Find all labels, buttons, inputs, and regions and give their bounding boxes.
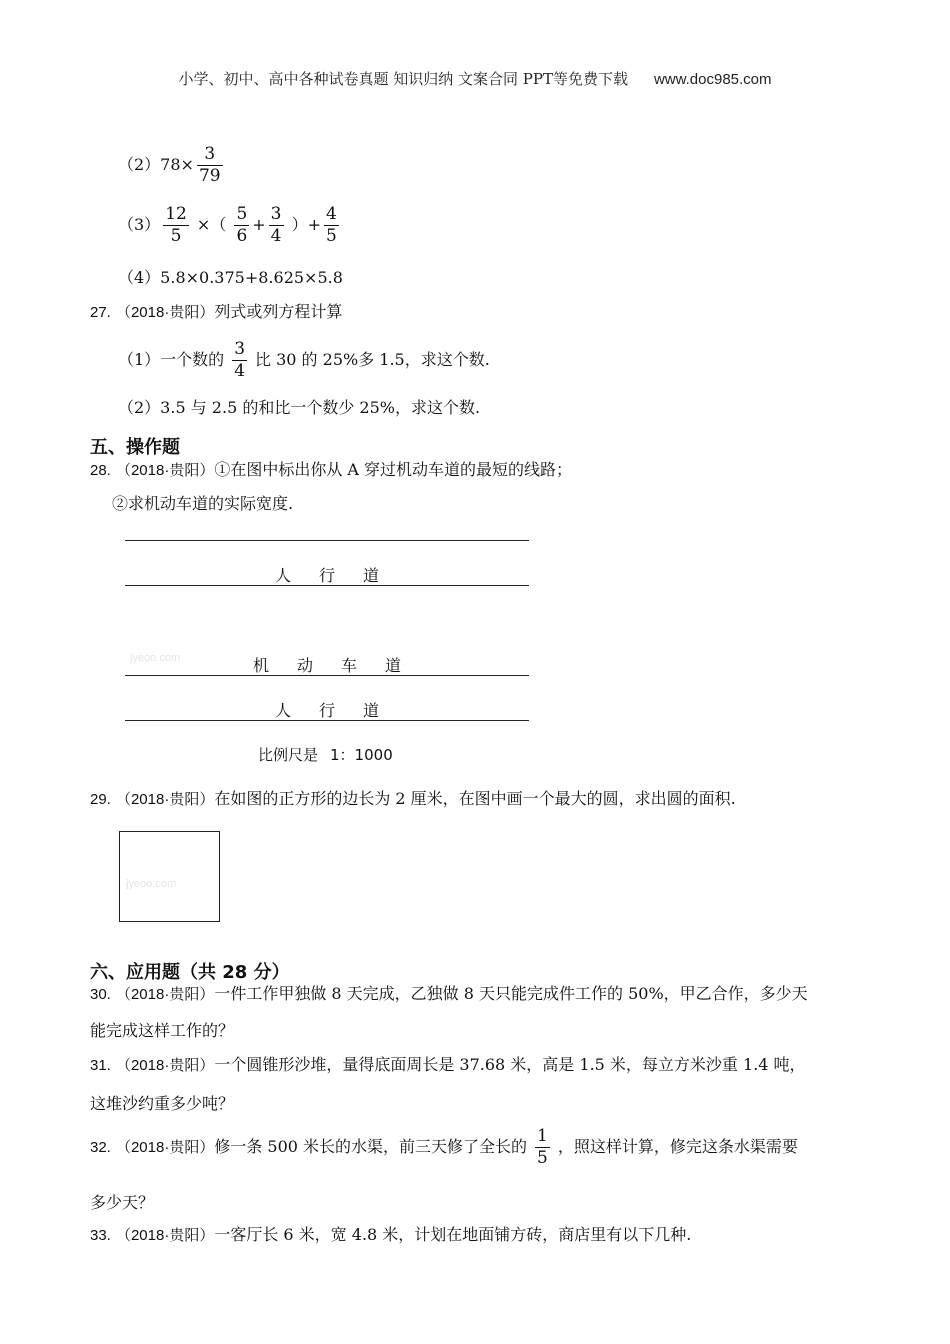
- fraction: [324, 206, 339, 245]
- page-header: [0, 68, 950, 89]
- question-29: [90, 789, 736, 810]
- road-char: 人: [274, 566, 291, 585]
- question-number: 29.: [90, 791, 111, 808]
- fraction: [163, 206, 189, 245]
- question-source: （2018·贵阳）: [115, 791, 215, 808]
- question-27: [90, 302, 342, 323]
- fraction-denominator: 5: [537, 1148, 548, 1168]
- question-text: 在如图的正方形的边长为 2 厘米，在图中画一个最大的圆，求出圆的面积.: [214, 789, 736, 808]
- road-label-sidewalk-bottom: [125, 698, 529, 721]
- question-text: 比 30 的 25%多 1.5，求这个数.: [255, 350, 490, 369]
- question-32-cont: 多少天？: [90, 1193, 155, 1212]
- q27-part1: [118, 341, 490, 380]
- header-text: 小学、初中、高中各种试卷真题 知识归纳 文案合同 PPT等免费下载: [178, 70, 628, 88]
- header-site[interactable]: www.doc985.com: [653, 71, 772, 88]
- square-figure: [119, 831, 220, 922]
- q26-part4: （4）5.8×0.375+8.625×5.8: [118, 268, 343, 287]
- section-heading-6: 六、应用题（共 28 分）: [90, 962, 290, 983]
- fraction-numerator: 4: [326, 204, 337, 224]
- fraction-numerator: 1: [537, 1126, 548, 1146]
- question-text: ，照这样计算，修完这条水渠需要: [557, 1137, 798, 1156]
- q27-part2: （2）3.5 与 2.5 的和比一个数少 25%，求这个数.: [118, 398, 481, 417]
- fraction-denominator: 6: [236, 226, 248, 246]
- question-32: [90, 1128, 798, 1167]
- road-char: 行: [318, 701, 335, 720]
- question-28: [90, 460, 572, 481]
- operator: ×（: [196, 215, 227, 234]
- q26-part3: [118, 206, 342, 245]
- road-char: 道: [363, 566, 380, 585]
- question-source: （2018·贵阳）: [115, 304, 215, 321]
- question-number: 30.: [90, 986, 111, 1003]
- scale-value: 1：1000: [330, 746, 393, 764]
- q26-part2: [118, 146, 226, 185]
- question-31: [90, 1055, 806, 1076]
- fraction-denominator: 79: [198, 166, 221, 186]
- question-text: 修一条 500 米长的水渠，前三天修了全长的: [214, 1137, 528, 1156]
- road-char: 人: [274, 701, 291, 720]
- q26-part3-label: （3）: [118, 215, 161, 234]
- fraction-denominator: 4: [270, 226, 282, 246]
- question-source: （2018·贵阳）: [115, 462, 215, 479]
- watermark: jyeoo.com: [130, 652, 181, 664]
- question-text: 一客厅长 6 米，宽 4.8 米，计划在地面铺方砖，商店里有以下几种.: [214, 1225, 692, 1244]
- question-text: 列式或列方程计算: [214, 302, 343, 321]
- road-line: [125, 675, 529, 676]
- question-30-cont: 能完成这样工作的？: [90, 1021, 235, 1040]
- section-heading-5: 五、操作题: [90, 437, 180, 458]
- fraction: [232, 341, 247, 380]
- road-label-sidewalk-top: [125, 563, 529, 586]
- fraction: [234, 206, 249, 245]
- question-source: （2018·贵阳）: [115, 1057, 215, 1074]
- question-31-cont: 这堆沙约重多少吨？: [90, 1094, 235, 1113]
- operator: ）+: [291, 215, 322, 234]
- road-char: 机: [252, 656, 269, 675]
- road-line: [125, 585, 529, 586]
- scale-label: 比例尺是: [258, 746, 319, 764]
- fraction-numerator: 12: [165, 204, 187, 224]
- road-char: 行: [318, 566, 335, 585]
- fraction-denominator: 4: [234, 361, 246, 381]
- road-char: 动: [296, 656, 313, 675]
- question-source: （2018·贵阳）: [115, 986, 215, 1003]
- road-line: [125, 540, 529, 541]
- question-30: [90, 984, 808, 1005]
- question-33: [90, 1225, 691, 1246]
- fraction: [197, 146, 223, 185]
- road-char: 车: [341, 656, 358, 675]
- question-source: （2018·贵阳）: [115, 1227, 215, 1244]
- fraction-numerator: 5: [236, 204, 248, 224]
- question-source: （2018·贵阳）: [115, 1139, 215, 1156]
- fraction-denominator: 5: [170, 226, 182, 246]
- road-line: [125, 720, 529, 721]
- question-text: 一件工作甲独做 8 天完成，乙独做 8 天只能完成件工作的 50%，甲乙合作，多少天: [214, 984, 808, 1003]
- question-number: 28.: [90, 462, 111, 479]
- question-text: （1）一个数的: [118, 350, 225, 369]
- fraction: [535, 1128, 550, 1167]
- operator: +: [252, 215, 266, 234]
- q26-part2-label: （2）78×: [118, 155, 194, 174]
- fraction-numerator: 3: [270, 204, 282, 224]
- question-text: 一个圆锥形沙堆，量得底面周长是 37.68 米，高是 1.5 米，每立方米沙重 1.4 吨，: [214, 1055, 806, 1074]
- question-number: 27.: [90, 304, 111, 321]
- road-char: 道: [385, 656, 402, 675]
- fraction-numerator: 3: [197, 146, 223, 166]
- fraction-numerator: 3: [234, 339, 246, 359]
- question-number: 31.: [90, 1057, 111, 1074]
- fraction: [269, 206, 284, 245]
- question-text: ①在图中标出你从 A 穿过机动车道的最短的线路；: [214, 460, 573, 479]
- question-number: 33.: [90, 1227, 111, 1244]
- scale-caption: [258, 744, 393, 765]
- fraction-denominator: 5: [326, 226, 337, 246]
- question-number: 32.: [90, 1139, 111, 1156]
- road-char: 道: [363, 701, 380, 720]
- q28-part2: ②求机动车道的实际宽度.: [112, 494, 294, 513]
- road-label-vehicle-lane: [125, 653, 529, 676]
- watermark: jyeoo.com: [126, 878, 177, 890]
